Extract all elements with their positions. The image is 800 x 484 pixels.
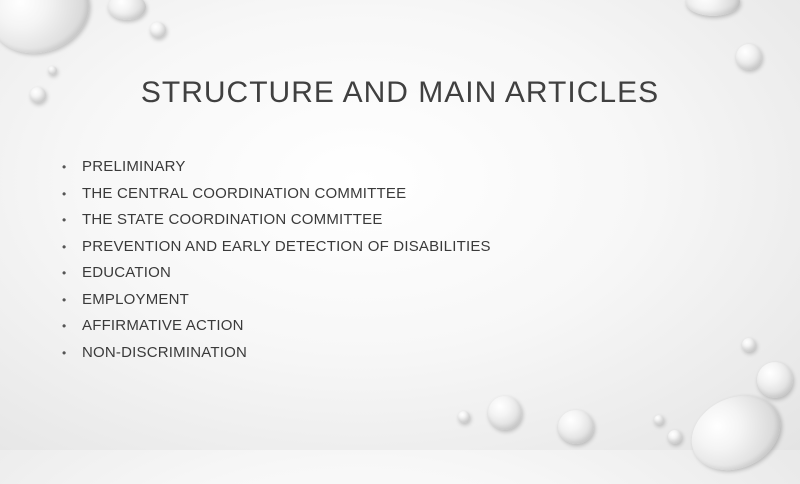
water-droplet — [558, 410, 594, 444]
bullet-icon: • — [62, 239, 67, 254]
list-item — [62, 316, 491, 343]
water-droplet — [48, 66, 57, 75]
bullet-text: THE CENTRAL COORDINATION COMMITTEE — [82, 184, 407, 202]
bullet-text: PRELIMINARY — [82, 158, 186, 175]
slide-title: STRUCTURE AND MAIN ARTICLES — [140, 76, 660, 109]
bullet-list — [62, 157, 491, 369]
water-droplet — [654, 415, 664, 425]
water-droplet — [0, 0, 101, 67]
list-item — [62, 237, 491, 264]
bullet-icon: • — [62, 345, 67, 360]
water-droplet — [488, 396, 522, 430]
bullet-text: EDUCATION — [82, 264, 172, 281]
bullet-text: NON-DISCRIMINATION — [82, 343, 247, 361]
list-item — [62, 290, 491, 317]
list-item — [62, 157, 491, 184]
list-item — [62, 343, 491, 370]
list-item — [62, 210, 491, 237]
list-item — [62, 184, 491, 211]
water-droplet — [736, 44, 762, 70]
water-droplet — [668, 430, 682, 444]
bullet-icon: • — [62, 319, 67, 333]
water-droplet — [757, 362, 793, 398]
bullet-text: PREVENTION AND EARLY DETECTION OF DISABILITIES — [82, 237, 491, 255]
bullet-icon: • — [62, 292, 67, 307]
bullet-icon: • — [62, 186, 67, 201]
water-droplet — [686, 0, 740, 16]
bullet-text: EMPLOYMENT — [82, 290, 190, 308]
bullet-text: THE STATE COORDINATION COMMITTEE — [82, 211, 383, 228]
water-droplet — [742, 338, 756, 352]
bullet-icon: • — [62, 213, 67, 227]
bullet-icon: • — [62, 266, 67, 280]
bullet-icon: • — [62, 160, 67, 174]
list-item — [62, 263, 491, 290]
water-droplet — [150, 22, 166, 38]
water-droplet — [458, 411, 470, 423]
bullet-text: AFFIRMATIVE ACTION — [82, 317, 244, 334]
water-droplet — [108, 0, 146, 20]
